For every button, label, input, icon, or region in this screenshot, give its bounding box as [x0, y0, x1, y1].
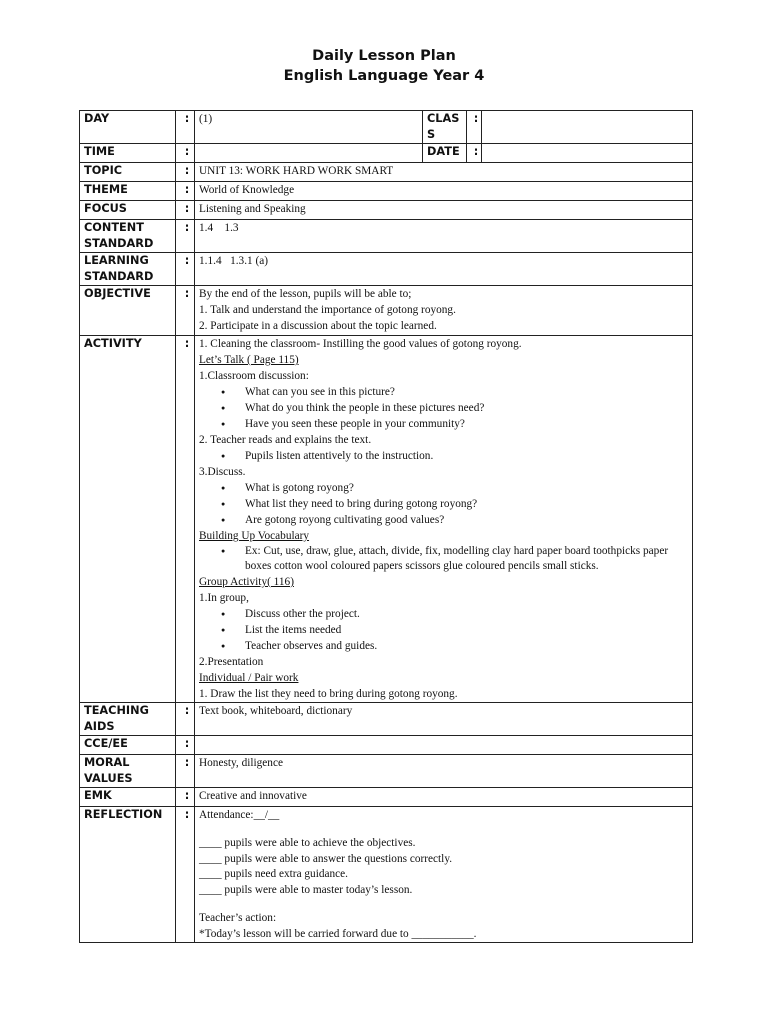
cce-label: CCE/EE — [80, 736, 176, 755]
teaching-aids-label-line1: TEACHING — [84, 704, 149, 717]
content-standard-label-line1: CONTENT — [84, 221, 144, 234]
spacer — [199, 898, 692, 911]
list-item: ● List the items needed — [245, 622, 692, 638]
topic-value: UNIT 13: WORK HARD WORK SMART — [195, 163, 693, 182]
class-value — [482, 111, 693, 144]
list-item: ● What do you think the people in these pictures need? — [245, 400, 692, 416]
reflection-line: ____ pupils were able to achieve the objectives. — [199, 837, 416, 849]
activity-value — [195, 336, 693, 703]
day-label: DAY — [80, 111, 176, 144]
bullet-list — [199, 480, 692, 528]
activity-step: 1. Draw the list they need to bring during gotong royong. — [199, 688, 458, 700]
list-item: ● Pupils listen attentively to the instruction. — [245, 448, 692, 464]
colon: : — [176, 703, 195, 736]
cce-value — [195, 736, 693, 755]
teacher-action-line: Teacher’s action: — [199, 912, 277, 924]
page-subtitle: English Language Year 4 — [283, 68, 485, 84]
row-moral-values — [80, 755, 693, 788]
lets-talk-heading: Let’s Talk ( Page 115) — [199, 354, 299, 366]
row-objective — [80, 286, 693, 336]
colon: : — [176, 788, 195, 807]
date-value — [482, 144, 693, 163]
time-label: TIME — [80, 144, 176, 163]
colon: : — [176, 336, 195, 703]
list-item: ● Are gotong royong cultivating good values? — [245, 512, 692, 528]
colon: : — [176, 163, 195, 182]
moral-values-label — [80, 755, 176, 788]
lesson-plan-table — [79, 110, 693, 943]
row-cce — [80, 736, 693, 755]
content-standard-label — [80, 220, 176, 253]
colon: : — [176, 286, 195, 336]
building-vocab-heading: Building Up Vocabulary — [199, 530, 310, 542]
activity-step: 1.In group, — [199, 592, 249, 604]
colon: : — [176, 201, 195, 220]
focus-value: Listening and Speaking — [195, 201, 693, 220]
reflection-line: ____ pupils were able to answer the questions correctly. — [199, 852, 453, 865]
row-teaching-aids — [80, 703, 693, 736]
list-item: ● What can you see in this picture? — [245, 384, 692, 400]
moral-values-value: Honesty, diligence — [195, 755, 693, 788]
reflection-label: REFLECTION — [80, 807, 176, 943]
activity-label: ACTIVITY — [80, 336, 176, 703]
colon: : — [176, 807, 195, 943]
colon: : — [176, 220, 195, 253]
row-emk — [80, 788, 693, 807]
bullet-list — [199, 384, 692, 432]
reflection-line: ____ pupils need extra guidance. — [199, 868, 349, 880]
page-title: Daily Lesson Plan — [312, 48, 456, 64]
day-value: (1) — [195, 111, 423, 144]
theme-value: World of Knowledge — [195, 182, 693, 201]
row-topic — [80, 163, 693, 182]
class-label — [423, 111, 467, 144]
content-standard-value: 1.4 1.3 — [195, 220, 693, 253]
attendance-line: Attendance:__/__ — [199, 809, 280, 821]
individual-heading: Individual / Pair work — [199, 672, 299, 684]
row-day — [80, 111, 693, 144]
row-time — [80, 144, 693, 163]
row-theme — [80, 182, 693, 201]
activity-intro: 1. Cleaning the classroom- Instilling the good values of gotong royong. — [199, 338, 522, 350]
list-item: ● Ex: Cut, use, draw, glue, attach, divide, fix, modelling clay hard paper board toothpicks paper boxes cotton wool coloured papers scissors glue coloured pencils small sticks. — [245, 544, 692, 574]
row-content-standard — [80, 220, 693, 253]
list-item: ● What list they need to bring during gotong royong? — [245, 496, 692, 512]
list-item: ● Teacher observes and guides. — [245, 638, 692, 654]
objective-value — [195, 286, 693, 336]
row-learning-standard — [80, 253, 693, 286]
focus-label: FOCUS — [80, 201, 176, 220]
objective-line: 2. Participate in a discussion about the topic learned. — [199, 320, 437, 332]
reflection-line: ____ pupils were able to master today’s lesson. — [199, 883, 413, 896]
list-item: ● Have you seen these people in your community? — [245, 416, 692, 432]
row-focus — [80, 201, 693, 220]
moral-values-label-line1: MORAL — [84, 756, 130, 769]
time-value — [195, 144, 423, 163]
group-activity-heading: Group Activity( 116) — [199, 576, 294, 588]
objective-line: 1. Talk and understand the importance of gotong royong. — [199, 304, 456, 316]
objective-label: OBJECTIVE — [80, 286, 176, 336]
learning-standard-label-line1: LEARNING — [84, 254, 149, 267]
moral-values-label-line2: VALUES — [84, 772, 133, 785]
emk-value: Creative and innovative — [195, 788, 693, 807]
reflection-value — [195, 807, 693, 943]
class-label-line2: S — [427, 128, 436, 141]
teaching-aids-value: Text book, whiteboard, dictionary — [195, 703, 693, 736]
activity-step: 3.Discuss. — [199, 466, 246, 478]
learning-standard-value: 1.1.4 1.3.1 (a) — [195, 253, 693, 286]
list-item: ● Discuss other the project. — [245, 606, 692, 622]
row-activity — [80, 336, 693, 703]
list-item: ● What is gotong royong? — [245, 480, 692, 496]
teaching-aids-label — [80, 703, 176, 736]
teaching-aids-label-line2: AIDS — [84, 720, 115, 733]
colon: : — [176, 755, 195, 788]
activity-step: 2.Presentation — [199, 656, 264, 668]
colon: : — [176, 111, 195, 144]
bullet-list — [199, 544, 692, 574]
class-label-line1: CLAS — [427, 112, 460, 125]
colon: : — [467, 111, 482, 144]
emk-label: EMK — [80, 788, 176, 807]
learning-standard-label — [80, 253, 176, 286]
learning-standard-label-line2: STANDARD — [84, 270, 154, 283]
bullet-list — [199, 448, 692, 464]
spacer — [199, 823, 692, 836]
colon: : — [176, 182, 195, 201]
colon: : — [176, 736, 195, 755]
activity-step: 1.Classroom discussion: — [199, 370, 309, 382]
colon: : — [467, 144, 482, 163]
row-reflection — [80, 807, 693, 943]
colon: : — [176, 253, 195, 286]
objective-line: By the end of the lesson, pupils will be able to; — [199, 288, 412, 300]
carried-forward-line: *Today’s lesson will be carried forward due to ___________. — [199, 927, 477, 940]
topic-label: TOPIC — [80, 163, 176, 182]
content-standard-label-line2: STANDARD — [84, 237, 154, 250]
bullet-list — [199, 606, 692, 654]
colon: : — [176, 144, 195, 163]
date-label: DATE — [423, 144, 467, 163]
theme-label: THEME — [80, 182, 176, 201]
activity-step: 2. Teacher reads and explains the text. — [199, 434, 372, 446]
